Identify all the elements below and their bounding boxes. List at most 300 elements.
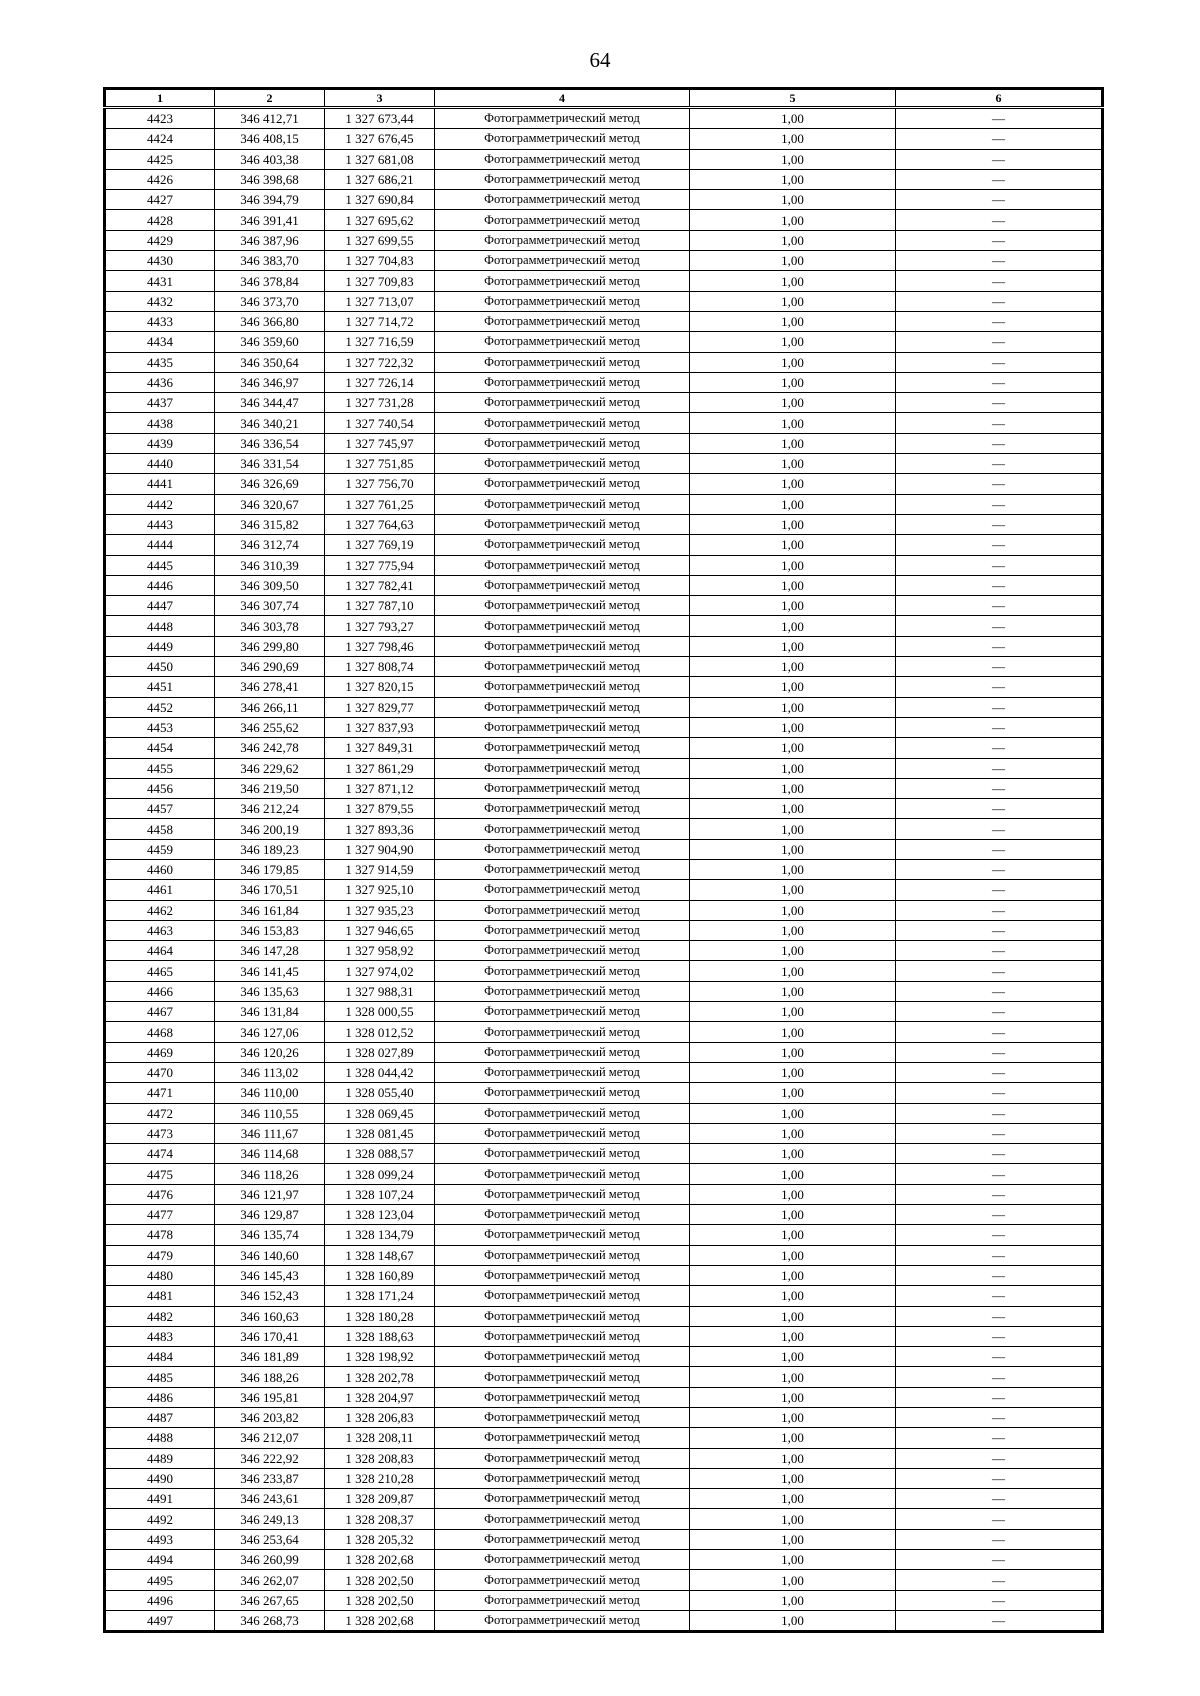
table-row bbox=[105, 697, 1103, 717]
method-cell: Фотограмметрический метод bbox=[435, 1225, 690, 1245]
method-cell: Фотограмметрический метод bbox=[435, 1489, 690, 1509]
note-cell: — bbox=[896, 149, 1103, 169]
y-coordinate-cell: 1 327 731,28 bbox=[325, 393, 435, 413]
accuracy-cell: 1,00 bbox=[690, 900, 896, 920]
x-coordinate-cell: 346 299,80 bbox=[215, 636, 325, 656]
note-cell: — bbox=[896, 291, 1103, 311]
table-row bbox=[105, 1448, 1103, 1468]
note-cell: — bbox=[896, 758, 1103, 778]
note-cell: — bbox=[896, 1347, 1103, 1367]
point-number-cell: 4470 bbox=[105, 1062, 215, 1082]
y-coordinate-cell: 1 327 914,59 bbox=[325, 859, 435, 879]
note-cell: — bbox=[896, 738, 1103, 758]
x-coordinate-cell: 346 260,99 bbox=[215, 1550, 325, 1570]
method-cell: Фотограмметрический метод bbox=[435, 778, 690, 798]
accuracy-cell: 1,00 bbox=[690, 1164, 896, 1184]
accuracy-cell: 1,00 bbox=[690, 454, 896, 474]
accuracy-cell: 1,00 bbox=[690, 758, 896, 778]
x-coordinate-cell: 346 189,23 bbox=[215, 839, 325, 859]
table-row bbox=[105, 738, 1103, 758]
method-cell: Фотограмметрический метод bbox=[435, 1347, 690, 1367]
y-coordinate-cell: 1 327 756,70 bbox=[325, 474, 435, 494]
note-cell: — bbox=[896, 352, 1103, 372]
y-coordinate-cell: 1 327 988,31 bbox=[325, 981, 435, 1001]
y-coordinate-cell: 1 328 202,50 bbox=[325, 1590, 435, 1610]
y-coordinate-cell: 1 327 740,54 bbox=[325, 413, 435, 433]
y-coordinate-cell: 1 327 879,55 bbox=[325, 799, 435, 819]
accuracy-cell: 1,00 bbox=[690, 1428, 896, 1448]
y-coordinate-cell: 1 328 204,97 bbox=[325, 1387, 435, 1407]
method-cell: Фотограмметрический метод bbox=[435, 900, 690, 920]
method-cell: Фотограмметрический метод bbox=[435, 251, 690, 271]
x-coordinate-cell: 346 229,62 bbox=[215, 758, 325, 778]
table-row bbox=[105, 1468, 1103, 1488]
x-coordinate-cell: 346 161,84 bbox=[215, 900, 325, 920]
table-row bbox=[105, 352, 1103, 372]
table-row bbox=[105, 657, 1103, 677]
y-coordinate-cell: 1 327 893,36 bbox=[325, 819, 435, 839]
method-cell: Фотограмметрический метод bbox=[435, 474, 690, 494]
accuracy-cell: 1,00 bbox=[690, 311, 896, 331]
accuracy-cell: 1,00 bbox=[690, 1550, 896, 1570]
note-cell: — bbox=[896, 535, 1103, 555]
y-coordinate-cell: 1 328 210,28 bbox=[325, 1468, 435, 1488]
note-cell: — bbox=[896, 880, 1103, 900]
accuracy-cell: 1,00 bbox=[690, 433, 896, 453]
x-coordinate-cell: 346 312,74 bbox=[215, 535, 325, 555]
accuracy-cell: 1,00 bbox=[690, 677, 896, 697]
point-number-cell: 4479 bbox=[105, 1245, 215, 1265]
accuracy-cell: 1,00 bbox=[690, 1184, 896, 1204]
point-number-cell: 4429 bbox=[105, 230, 215, 250]
note-cell: — bbox=[896, 1205, 1103, 1225]
point-number-cell: 4490 bbox=[105, 1468, 215, 1488]
note-cell: — bbox=[896, 1164, 1103, 1184]
method-cell: Фотограмметрический метод bbox=[435, 1164, 690, 1184]
point-number-cell: 4444 bbox=[105, 535, 215, 555]
accuracy-cell: 1,00 bbox=[690, 961, 896, 981]
point-number-cell: 4455 bbox=[105, 758, 215, 778]
method-cell: Фотограмметрический метод bbox=[435, 1022, 690, 1042]
accuracy-cell: 1,00 bbox=[690, 697, 896, 717]
y-coordinate-cell: 1 327 935,23 bbox=[325, 900, 435, 920]
x-coordinate-cell: 346 111,67 bbox=[215, 1123, 325, 1143]
x-coordinate-cell: 346 359,60 bbox=[215, 332, 325, 352]
point-number-cell: 4496 bbox=[105, 1590, 215, 1610]
accuracy-cell: 1,00 bbox=[690, 1123, 896, 1143]
point-number-cell: 4482 bbox=[105, 1306, 215, 1326]
x-coordinate-cell: 346 344,47 bbox=[215, 393, 325, 413]
x-coordinate-cell: 346 394,79 bbox=[215, 190, 325, 210]
table-row bbox=[105, 1489, 1103, 1509]
method-cell: Фотограмметрический метод bbox=[435, 271, 690, 291]
table-row bbox=[105, 1347, 1103, 1367]
x-coordinate-cell: 346 336,54 bbox=[215, 433, 325, 453]
point-number-cell: 4430 bbox=[105, 251, 215, 271]
note-cell: — bbox=[896, 1144, 1103, 1164]
y-coordinate-cell: 1 327 676,45 bbox=[325, 129, 435, 149]
accuracy-cell: 1,00 bbox=[690, 291, 896, 311]
note-cell: — bbox=[896, 413, 1103, 433]
y-coordinate-cell: 1 328 012,52 bbox=[325, 1022, 435, 1042]
point-number-cell: 4472 bbox=[105, 1103, 215, 1123]
x-coordinate-cell: 346 340,21 bbox=[215, 413, 325, 433]
table-row bbox=[105, 1610, 1103, 1631]
y-coordinate-cell: 1 328 055,40 bbox=[325, 1083, 435, 1103]
accuracy-cell: 1,00 bbox=[690, 230, 896, 250]
note-cell: — bbox=[896, 981, 1103, 1001]
table-row bbox=[105, 413, 1103, 433]
method-cell: Фотограмметрический метод bbox=[435, 1387, 690, 1407]
accuracy-cell: 1,00 bbox=[690, 1509, 896, 1529]
table-row bbox=[105, 372, 1103, 392]
x-coordinate-cell: 346 278,41 bbox=[215, 677, 325, 697]
point-number-cell: 4424 bbox=[105, 129, 215, 149]
x-coordinate-cell: 346 212,07 bbox=[215, 1428, 325, 1448]
note-cell: — bbox=[896, 859, 1103, 879]
point-number-cell: 4449 bbox=[105, 636, 215, 656]
table-row bbox=[105, 1225, 1103, 1245]
x-coordinate-cell: 346 255,62 bbox=[215, 717, 325, 737]
y-coordinate-cell: 1 327 775,94 bbox=[325, 555, 435, 575]
accuracy-cell: 1,00 bbox=[690, 596, 896, 616]
header-cell-col-4: 4 bbox=[435, 89, 690, 108]
header-cell-col-6: 6 bbox=[896, 89, 1103, 108]
note-cell: — bbox=[896, 1610, 1103, 1631]
accuracy-cell: 1,00 bbox=[690, 880, 896, 900]
note-cell: — bbox=[896, 1428, 1103, 1448]
y-coordinate-cell: 1 328 171,24 bbox=[325, 1286, 435, 1306]
x-coordinate-cell: 346 403,38 bbox=[215, 149, 325, 169]
note-cell: — bbox=[896, 332, 1103, 352]
table-row bbox=[105, 616, 1103, 636]
table-row bbox=[105, 1367, 1103, 1387]
point-number-cell: 4453 bbox=[105, 717, 215, 737]
method-cell: Фотограмметрический метод bbox=[435, 1610, 690, 1631]
x-coordinate-cell: 346 113,02 bbox=[215, 1062, 325, 1082]
table-row bbox=[105, 1550, 1103, 1570]
method-cell: Фотограмметрический метод bbox=[435, 1529, 690, 1549]
note-cell: — bbox=[896, 1062, 1103, 1082]
x-coordinate-cell: 346 387,96 bbox=[215, 230, 325, 250]
x-coordinate-cell: 346 195,81 bbox=[215, 1387, 325, 1407]
point-number-cell: 4427 bbox=[105, 190, 215, 210]
table-row bbox=[105, 1428, 1103, 1448]
point-number-cell: 4466 bbox=[105, 981, 215, 1001]
method-cell: Фотограмметрический метод bbox=[435, 920, 690, 940]
point-number-cell: 4445 bbox=[105, 555, 215, 575]
note-cell: — bbox=[896, 1529, 1103, 1549]
y-coordinate-cell: 1 327 793,27 bbox=[325, 616, 435, 636]
y-coordinate-cell: 1 328 000,55 bbox=[325, 1002, 435, 1022]
note-cell: — bbox=[896, 961, 1103, 981]
y-coordinate-cell: 1 328 206,83 bbox=[325, 1408, 435, 1428]
header-cell-col-2: 2 bbox=[215, 89, 325, 108]
y-coordinate-cell: 1 328 027,89 bbox=[325, 1042, 435, 1062]
note-cell: — bbox=[896, 1590, 1103, 1610]
point-number-cell: 4469 bbox=[105, 1042, 215, 1062]
table-row bbox=[105, 1408, 1103, 1428]
x-coordinate-cell: 346 203,82 bbox=[215, 1408, 325, 1428]
point-number-cell: 4451 bbox=[105, 677, 215, 697]
point-number-cell: 4433 bbox=[105, 311, 215, 331]
y-coordinate-cell: 1 327 946,65 bbox=[325, 920, 435, 940]
point-number-cell: 4471 bbox=[105, 1083, 215, 1103]
table-row bbox=[105, 1590, 1103, 1610]
point-number-cell: 4475 bbox=[105, 1164, 215, 1184]
note-cell: — bbox=[896, 1306, 1103, 1326]
accuracy-cell: 1,00 bbox=[690, 1387, 896, 1407]
accuracy-cell: 1,00 bbox=[690, 1326, 896, 1346]
table-row bbox=[105, 758, 1103, 778]
accuracy-cell: 1,00 bbox=[690, 1367, 896, 1387]
note-cell: — bbox=[896, 372, 1103, 392]
note-cell: — bbox=[896, 575, 1103, 595]
y-coordinate-cell: 1 327 704,83 bbox=[325, 251, 435, 271]
accuracy-cell: 1,00 bbox=[690, 636, 896, 656]
method-cell: Фотограмметрический метод bbox=[435, 1144, 690, 1164]
point-number-cell: 4474 bbox=[105, 1144, 215, 1164]
note-cell: — bbox=[896, 494, 1103, 514]
point-number-cell: 4432 bbox=[105, 291, 215, 311]
accuracy-cell: 1,00 bbox=[690, 1489, 896, 1509]
point-number-cell: 4452 bbox=[105, 697, 215, 717]
point-number-cell: 4460 bbox=[105, 859, 215, 879]
point-number-cell: 4450 bbox=[105, 657, 215, 677]
note-cell: — bbox=[896, 1225, 1103, 1245]
note-cell: — bbox=[896, 1022, 1103, 1042]
point-number-cell: 4426 bbox=[105, 169, 215, 189]
x-coordinate-cell: 346 315,82 bbox=[215, 514, 325, 534]
table-row bbox=[105, 1509, 1103, 1529]
point-number-cell: 4494 bbox=[105, 1550, 215, 1570]
accuracy-cell: 1,00 bbox=[690, 1002, 896, 1022]
point-number-cell: 4437 bbox=[105, 393, 215, 413]
x-coordinate-cell: 346 242,78 bbox=[215, 738, 325, 758]
table-row bbox=[105, 433, 1103, 453]
point-number-cell: 4439 bbox=[105, 433, 215, 453]
note-cell: — bbox=[896, 799, 1103, 819]
accuracy-cell: 1,00 bbox=[690, 575, 896, 595]
accuracy-cell: 1,00 bbox=[690, 717, 896, 737]
accuracy-cell: 1,00 bbox=[690, 413, 896, 433]
y-coordinate-cell: 1 327 958,92 bbox=[325, 941, 435, 961]
table-row bbox=[105, 1123, 1103, 1143]
x-coordinate-cell: 346 179,85 bbox=[215, 859, 325, 879]
note-cell: — bbox=[896, 251, 1103, 271]
header-cell-col-3: 3 bbox=[325, 89, 435, 108]
y-coordinate-cell: 1 327 764,63 bbox=[325, 514, 435, 534]
method-cell: Фотограмметрический метод bbox=[435, 210, 690, 230]
accuracy-cell: 1,00 bbox=[690, 778, 896, 798]
point-number-cell: 4448 bbox=[105, 616, 215, 636]
coordinates-table bbox=[103, 87, 1104, 1633]
note-cell: — bbox=[896, 1367, 1103, 1387]
point-number-cell: 4431 bbox=[105, 271, 215, 291]
method-cell: Фотограмметрический метод bbox=[435, 1103, 690, 1123]
x-coordinate-cell: 346 243,61 bbox=[215, 1489, 325, 1509]
table-row bbox=[105, 1062, 1103, 1082]
point-number-cell: 4476 bbox=[105, 1184, 215, 1204]
y-coordinate-cell: 1 327 722,32 bbox=[325, 352, 435, 372]
y-coordinate-cell: 1 327 686,21 bbox=[325, 169, 435, 189]
table-row bbox=[105, 393, 1103, 413]
point-number-cell: 4436 bbox=[105, 372, 215, 392]
y-coordinate-cell: 1 328 202,78 bbox=[325, 1367, 435, 1387]
method-cell: Фотограмметрический метод bbox=[435, 1123, 690, 1143]
table-row bbox=[105, 230, 1103, 250]
method-cell: Фотограмметрический метод bbox=[435, 291, 690, 311]
point-number-cell: 4428 bbox=[105, 210, 215, 230]
y-coordinate-cell: 1 327 769,19 bbox=[325, 535, 435, 555]
accuracy-cell: 1,00 bbox=[690, 799, 896, 819]
point-number-cell: 4447 bbox=[105, 596, 215, 616]
x-coordinate-cell: 346 200,19 bbox=[215, 819, 325, 839]
y-coordinate-cell: 1 327 761,25 bbox=[325, 494, 435, 514]
note-cell: — bbox=[896, 1002, 1103, 1022]
point-number-cell: 4468 bbox=[105, 1022, 215, 1042]
method-cell: Фотограмметрический метод bbox=[435, 799, 690, 819]
accuracy-cell: 1,00 bbox=[690, 819, 896, 839]
table-row bbox=[105, 494, 1103, 514]
x-coordinate-cell: 346 267,65 bbox=[215, 1590, 325, 1610]
accuracy-cell: 1,00 bbox=[690, 839, 896, 859]
note-cell: — bbox=[896, 190, 1103, 210]
table-row bbox=[105, 717, 1103, 737]
y-coordinate-cell: 1 328 088,57 bbox=[325, 1144, 435, 1164]
accuracy-cell: 1,00 bbox=[690, 1062, 896, 1082]
x-coordinate-cell: 346 153,83 bbox=[215, 920, 325, 940]
point-number-cell: 4488 bbox=[105, 1428, 215, 1448]
table-row bbox=[105, 575, 1103, 595]
x-coordinate-cell: 346 212,24 bbox=[215, 799, 325, 819]
method-cell: Фотограмметрический метод bbox=[435, 190, 690, 210]
table-row bbox=[105, 859, 1103, 879]
x-coordinate-cell: 346 135,63 bbox=[215, 981, 325, 1001]
y-coordinate-cell: 1 328 198,92 bbox=[325, 1347, 435, 1367]
y-coordinate-cell: 1 328 180,28 bbox=[325, 1306, 435, 1326]
method-cell: Фотограмметрический метод bbox=[435, 372, 690, 392]
table-row bbox=[105, 799, 1103, 819]
x-coordinate-cell: 346 222,92 bbox=[215, 1448, 325, 1468]
header-cell-col-5: 5 bbox=[690, 89, 896, 108]
method-cell: Фотограмметрический метод bbox=[435, 839, 690, 859]
note-cell: — bbox=[896, 1326, 1103, 1346]
y-coordinate-cell: 1 327 726,14 bbox=[325, 372, 435, 392]
accuracy-cell: 1,00 bbox=[690, 1570, 896, 1590]
table-row bbox=[105, 596, 1103, 616]
point-number-cell: 4423 bbox=[105, 108, 215, 129]
point-number-cell: 4463 bbox=[105, 920, 215, 940]
accuracy-cell: 1,00 bbox=[690, 271, 896, 291]
note-cell: — bbox=[896, 393, 1103, 413]
note-cell: — bbox=[896, 1509, 1103, 1529]
method-cell: Фотограмметрический метод bbox=[435, 1306, 690, 1326]
method-cell: Фотограмметрический метод bbox=[435, 514, 690, 534]
y-coordinate-cell: 1 328 044,42 bbox=[325, 1062, 435, 1082]
note-cell: — bbox=[896, 677, 1103, 697]
note-cell: — bbox=[896, 1265, 1103, 1285]
y-coordinate-cell: 1 327 837,93 bbox=[325, 717, 435, 737]
x-coordinate-cell: 346 135,74 bbox=[215, 1225, 325, 1245]
accuracy-cell: 1,00 bbox=[690, 1205, 896, 1225]
table-header bbox=[105, 89, 1103, 108]
table-row bbox=[105, 535, 1103, 555]
x-coordinate-cell: 346 366,80 bbox=[215, 311, 325, 331]
accuracy-cell: 1,00 bbox=[690, 941, 896, 961]
point-number-cell: 4491 bbox=[105, 1489, 215, 1509]
method-cell: Фотограмметрический метод bbox=[435, 616, 690, 636]
table-row bbox=[105, 210, 1103, 230]
note-cell: — bbox=[896, 474, 1103, 494]
y-coordinate-cell: 1 327 829,77 bbox=[325, 697, 435, 717]
table-row bbox=[105, 311, 1103, 331]
point-number-cell: 4434 bbox=[105, 332, 215, 352]
method-cell: Фотограмметрический метод bbox=[435, 555, 690, 575]
x-coordinate-cell: 346 170,51 bbox=[215, 880, 325, 900]
y-coordinate-cell: 1 327 716,59 bbox=[325, 332, 435, 352]
y-coordinate-cell: 1 327 974,02 bbox=[325, 961, 435, 981]
accuracy-cell: 1,00 bbox=[690, 1448, 896, 1468]
table-row bbox=[105, 1306, 1103, 1326]
x-coordinate-cell: 346 373,70 bbox=[215, 291, 325, 311]
method-cell: Фотограмметрический метод bbox=[435, 149, 690, 169]
x-coordinate-cell: 346 145,43 bbox=[215, 1265, 325, 1285]
method-cell: Фотограмметрический метод bbox=[435, 1509, 690, 1529]
point-number-cell: 4461 bbox=[105, 880, 215, 900]
accuracy-cell: 1,00 bbox=[690, 616, 896, 636]
accuracy-cell: 1,00 bbox=[690, 738, 896, 758]
note-cell: — bbox=[896, 169, 1103, 189]
point-number-cell: 4473 bbox=[105, 1123, 215, 1143]
accuracy-cell: 1,00 bbox=[690, 1103, 896, 1123]
accuracy-cell: 1,00 bbox=[690, 1042, 896, 1062]
note-cell: — bbox=[896, 1468, 1103, 1488]
point-number-cell: 4492 bbox=[105, 1509, 215, 1529]
accuracy-cell: 1,00 bbox=[690, 474, 896, 494]
accuracy-cell: 1,00 bbox=[690, 393, 896, 413]
point-number-cell: 4435 bbox=[105, 352, 215, 372]
method-cell: Фотограмметрический метод bbox=[435, 230, 690, 250]
table-row bbox=[105, 332, 1103, 352]
accuracy-cell: 1,00 bbox=[690, 190, 896, 210]
y-coordinate-cell: 1 328 107,24 bbox=[325, 1184, 435, 1204]
x-coordinate-cell: 346 140,60 bbox=[215, 1245, 325, 1265]
method-cell: Фотограмметрический метод bbox=[435, 1205, 690, 1225]
method-cell: Фотограмметрический метод bbox=[435, 575, 690, 595]
point-number-cell: 4484 bbox=[105, 1347, 215, 1367]
note-cell: — bbox=[896, 210, 1103, 230]
method-cell: Фотограмметрический метод bbox=[435, 1326, 690, 1346]
x-coordinate-cell: 346 412,71 bbox=[215, 108, 325, 129]
y-coordinate-cell: 1 327 690,84 bbox=[325, 190, 435, 210]
accuracy-cell: 1,00 bbox=[690, 1144, 896, 1164]
table-row bbox=[105, 129, 1103, 149]
method-cell: Фотограмметрический метод bbox=[435, 169, 690, 189]
accuracy-cell: 1,00 bbox=[690, 535, 896, 555]
method-cell: Фотограмметрический метод bbox=[435, 697, 690, 717]
y-coordinate-cell: 1 327 751,85 bbox=[325, 454, 435, 474]
table-row bbox=[105, 454, 1103, 474]
method-cell: Фотограмметрический метод bbox=[435, 311, 690, 331]
method-cell: Фотограмметрический метод bbox=[435, 819, 690, 839]
x-coordinate-cell: 346 141,45 bbox=[215, 961, 325, 981]
accuracy-cell: 1,00 bbox=[690, 1286, 896, 1306]
x-coordinate-cell: 346 131,84 bbox=[215, 1002, 325, 1022]
table-row bbox=[105, 981, 1103, 1001]
method-cell: Фотограмметрический метод bbox=[435, 454, 690, 474]
table-row bbox=[105, 1042, 1103, 1062]
